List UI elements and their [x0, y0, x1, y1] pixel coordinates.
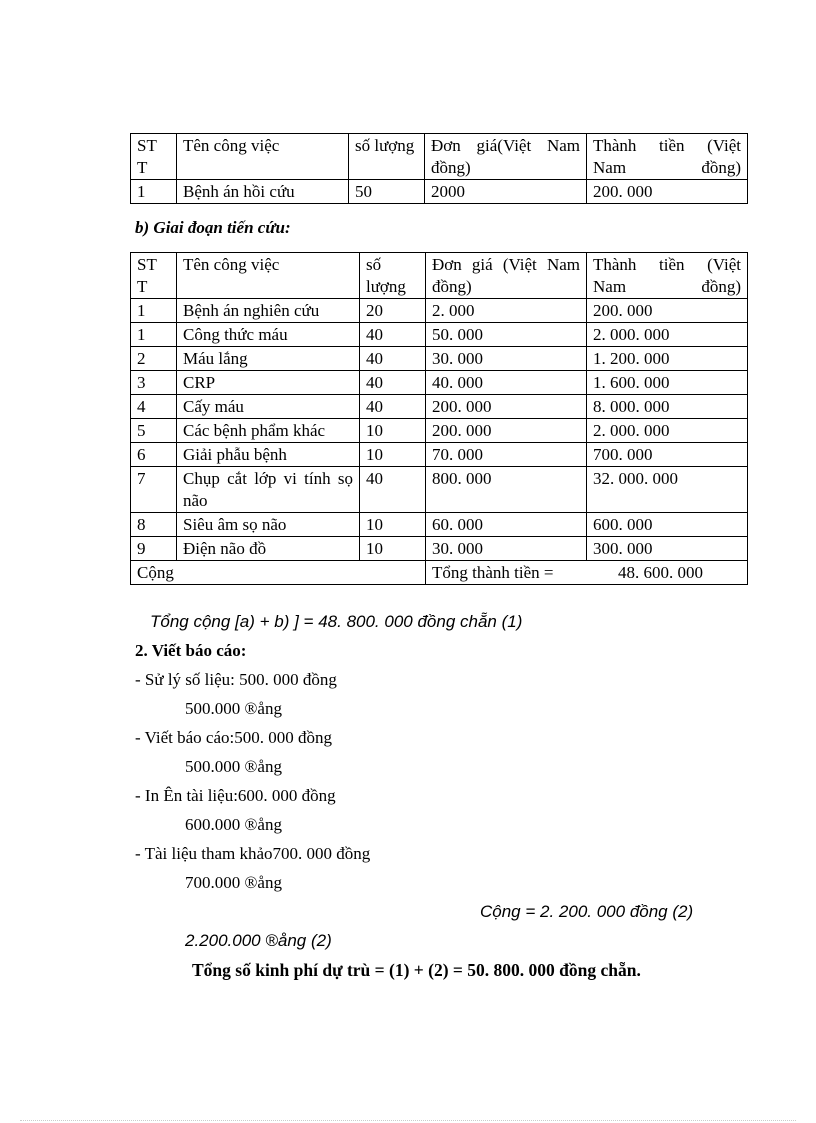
- table-b: [130, 252, 748, 585]
- cell: Bệnh án hồi cứu: [177, 180, 349, 204]
- cell: 8: [131, 513, 177, 537]
- table-row: [131, 323, 748, 347]
- cell: 50: [349, 180, 425, 204]
- cell: 2. 000. 000: [587, 323, 748, 347]
- cell: 200. 000: [587, 180, 748, 204]
- cell: 5: [131, 419, 177, 443]
- cell: 9: [131, 537, 177, 561]
- report-item-4: - Tài liệu tham khảo700. 000 đồng: [135, 844, 371, 863]
- cell: 1: [131, 323, 177, 347]
- cell: 1: [131, 180, 177, 204]
- table-row: [131, 537, 748, 561]
- cell: 2: [131, 347, 177, 371]
- cell: 70. 000: [426, 443, 587, 467]
- table-row: [131, 443, 748, 467]
- report-item-3: - In Ên tài liệu:600. 000 đồng: [135, 786, 336, 805]
- table-row: [131, 180, 748, 204]
- cell: 6: [131, 443, 177, 467]
- header-qty: số lượng: [360, 253, 426, 299]
- header-unit-price: Đơn giá(Việt Nam đồng): [425, 134, 587, 180]
- table-row: [131, 371, 748, 395]
- report-item-1: - Sử lý số liệu: 500. 000 đồng: [135, 670, 337, 689]
- cell: 50. 000: [426, 323, 587, 347]
- total-label: Cộng: [131, 561, 426, 585]
- cell: Máu lắng: [177, 347, 360, 371]
- cell: 30. 000: [426, 537, 587, 561]
- page-bottom-border: [20, 1120, 796, 1121]
- total-value: 48. 600. 000: [618, 563, 703, 582]
- table-b-body: [131, 299, 748, 561]
- cell: 30. 000: [426, 347, 587, 371]
- table-row: [131, 419, 748, 443]
- total-cell: [426, 561, 748, 585]
- table-row: [131, 395, 748, 419]
- cell: Cấy máu: [177, 395, 360, 419]
- table-row: [131, 347, 748, 371]
- cell: 40: [360, 395, 426, 419]
- cell: Giải phẫu bệnh: [177, 443, 360, 467]
- cell: 20: [360, 299, 426, 323]
- cell: 40: [360, 323, 426, 347]
- header-unit-price: Đơn giá (Việt Nam đồng): [426, 253, 587, 299]
- cell: 200. 000: [587, 299, 748, 323]
- cell: Bệnh án nghiên cứu: [177, 299, 360, 323]
- cell: 600. 000: [587, 513, 748, 537]
- section-b-title: b) Giai đoạn tiến cứu:: [135, 218, 291, 237]
- cell: 300. 000: [587, 537, 748, 561]
- cell: 10: [360, 443, 426, 467]
- cell: 10: [360, 419, 426, 443]
- cell: 40. 000: [426, 371, 587, 395]
- cell: 40: [360, 371, 426, 395]
- report-sum-sub: 2.200.000 ®ång (2): [185, 931, 332, 950]
- table-a-header-row: [131, 134, 748, 180]
- report-item-1-sub: 500.000 ®ång: [185, 699, 282, 718]
- report-item-3-sub: 600.000 ®ång: [185, 815, 282, 834]
- report-title: 2. Viết báo cáo:: [135, 641, 247, 660]
- report-item-2: - Viết báo cáo:500. 000 đồng: [135, 728, 332, 747]
- cell: 2. 000: [426, 299, 587, 323]
- cell: 1: [131, 299, 177, 323]
- table-row: [131, 299, 748, 323]
- table-b-total-row: [131, 561, 748, 585]
- header-amount: Thành tiền (Việt Nam đồng): [587, 253, 748, 299]
- cell: 8. 000. 000: [587, 395, 748, 419]
- cell: 7: [131, 467, 177, 513]
- cell: Điện não đồ: [177, 537, 360, 561]
- cell: Các bệnh phẩm khác: [177, 419, 360, 443]
- cell: 800. 000: [426, 467, 587, 513]
- report-item-2-sub: 500.000 ®ång: [185, 757, 282, 776]
- cell: 10: [360, 513, 426, 537]
- cell: 10: [360, 537, 426, 561]
- cell: 2000: [425, 180, 587, 204]
- header-task: Tên công việc: [177, 253, 360, 299]
- cell: 200. 000: [426, 395, 587, 419]
- cell: 4: [131, 395, 177, 419]
- table-a: [130, 133, 748, 204]
- cell: 60. 000: [426, 513, 587, 537]
- cell: 1. 600. 000: [587, 371, 748, 395]
- table-b-header-row: [131, 253, 748, 299]
- grand-total: Tổng số kinh phí dự trù = (1) + (2) = 50. 800. 000 đồng chẵn.: [192, 960, 641, 980]
- header-qty: số lượng: [349, 134, 425, 180]
- report-item-4-sub: 700.000 ®ång: [185, 873, 282, 892]
- subtotal-line: Tổng cộng [a) + b) ] = 48. 800. 000 đồng chẵn (1): [150, 612, 523, 631]
- cell: 40: [360, 467, 426, 513]
- cell: 32. 000. 000: [587, 467, 748, 513]
- report-sum-line: Cộng = 2. 200. 000 đồng (2): [480, 902, 694, 921]
- cell: Siêu âm sọ não: [177, 513, 360, 537]
- header-stt: ST T: [131, 253, 177, 299]
- header-stt: ST T: [131, 134, 177, 180]
- cell: 700. 000: [587, 443, 748, 467]
- header-amount: Thành tiền (Việt Nam đồng): [587, 134, 748, 180]
- table-row: [131, 513, 748, 537]
- cell: 3: [131, 371, 177, 395]
- total-text: Tổng thành tiền =: [432, 563, 554, 582]
- cell: Công thức máu: [177, 323, 360, 347]
- header-task: Tên công việc: [177, 134, 349, 180]
- cell: 200. 000: [426, 419, 587, 443]
- cell: 1. 200. 000: [587, 347, 748, 371]
- cell: 2. 000. 000: [587, 419, 748, 443]
- cell: 40: [360, 347, 426, 371]
- table-row: [131, 467, 748, 513]
- cell: Chụp cắt lớp vi tính sọ não: [177, 467, 360, 513]
- cell: CRP: [177, 371, 360, 395]
